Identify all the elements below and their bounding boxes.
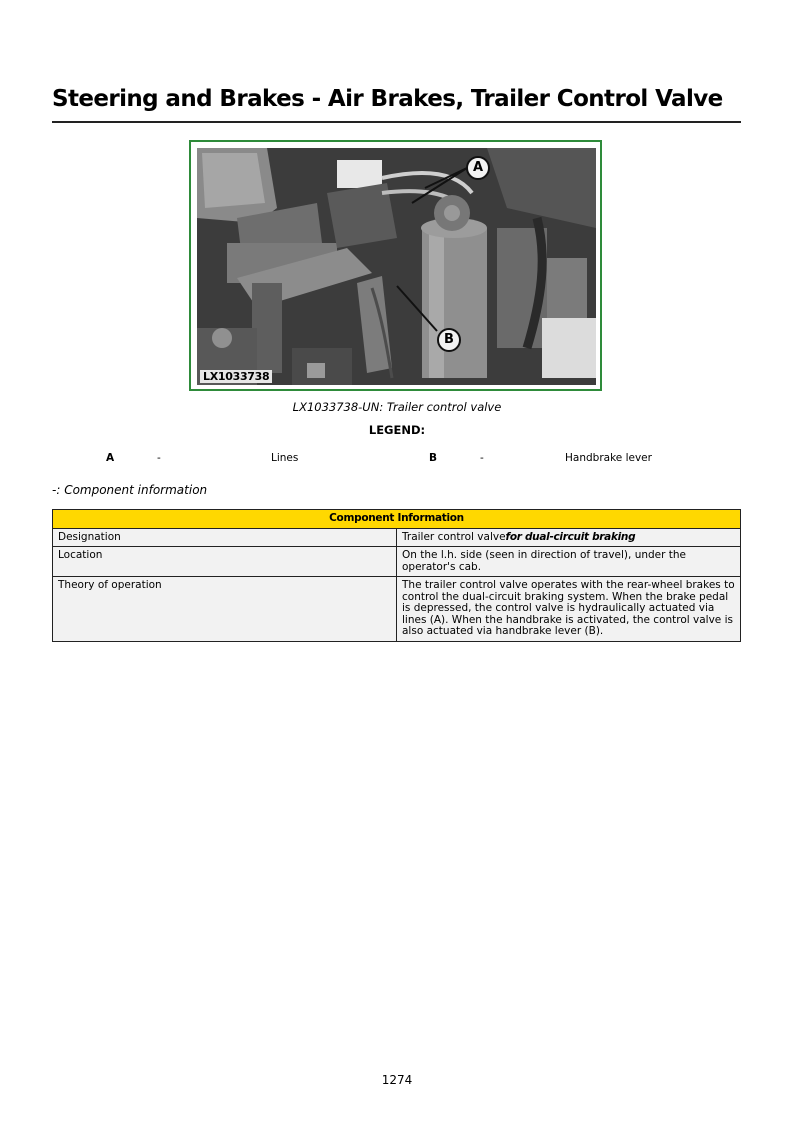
page-number: 1274: [381, 1073, 413, 1087]
figure-caption: LX1033738-UN: Trailer control valve: [292, 400, 502, 414]
section-label: -: Component information: [52, 483, 208, 497]
legend-separator-b: -: [480, 452, 484, 464]
row-value: On the l.h. side (seen in direction of travel), under the operator's cab.: [397, 547, 741, 577]
table-header: Component Information: [53, 510, 741, 529]
trailer-control-valve-photo: [197, 148, 596, 385]
title-divider: [52, 121, 741, 123]
designation-emphasis: for dual-circuit braking: [505, 530, 636, 543]
legend-text-a: Lines: [271, 452, 299, 464]
legend-key-a: A: [106, 452, 115, 464]
figure-frame: [189, 140, 602, 391]
designation-value: Trailer control valve: [402, 530, 506, 543]
table-row: [53, 528, 741, 547]
row-value: [397, 528, 741, 547]
table-header-row: [53, 510, 741, 529]
row-label: Designation: [53, 528, 397, 547]
row-label: Theory of operation: [53, 577, 397, 642]
row-value: The trailer control valve operates with the rear-wheel brakes to control the dual-circuit braking system. When the brake pedal is depressed, the control valve is hydraulically actuated via lines (A). When the handbrake is activated, the control valve is also actuated via handbrake lever (B).: [397, 577, 741, 642]
legend-key-b: B: [429, 452, 438, 464]
photo-illustration: [197, 148, 596, 385]
row-label: Location: [53, 547, 397, 577]
table-row: [53, 547, 741, 577]
callout-a: A: [466, 156, 490, 180]
legend-heading: LEGEND:: [368, 423, 426, 437]
table-row: [53, 577, 741, 642]
component-information-table: [52, 509, 741, 642]
page-title: Steering and Brakes - Air Brakes, Trailer Control Valve: [52, 86, 723, 112]
legend-text-b: Handbrake lever: [565, 452, 652, 464]
photo-id-label: LX1033738: [200, 370, 272, 383]
legend-separator-a: -: [157, 452, 161, 464]
callout-b: B: [437, 328, 461, 352]
